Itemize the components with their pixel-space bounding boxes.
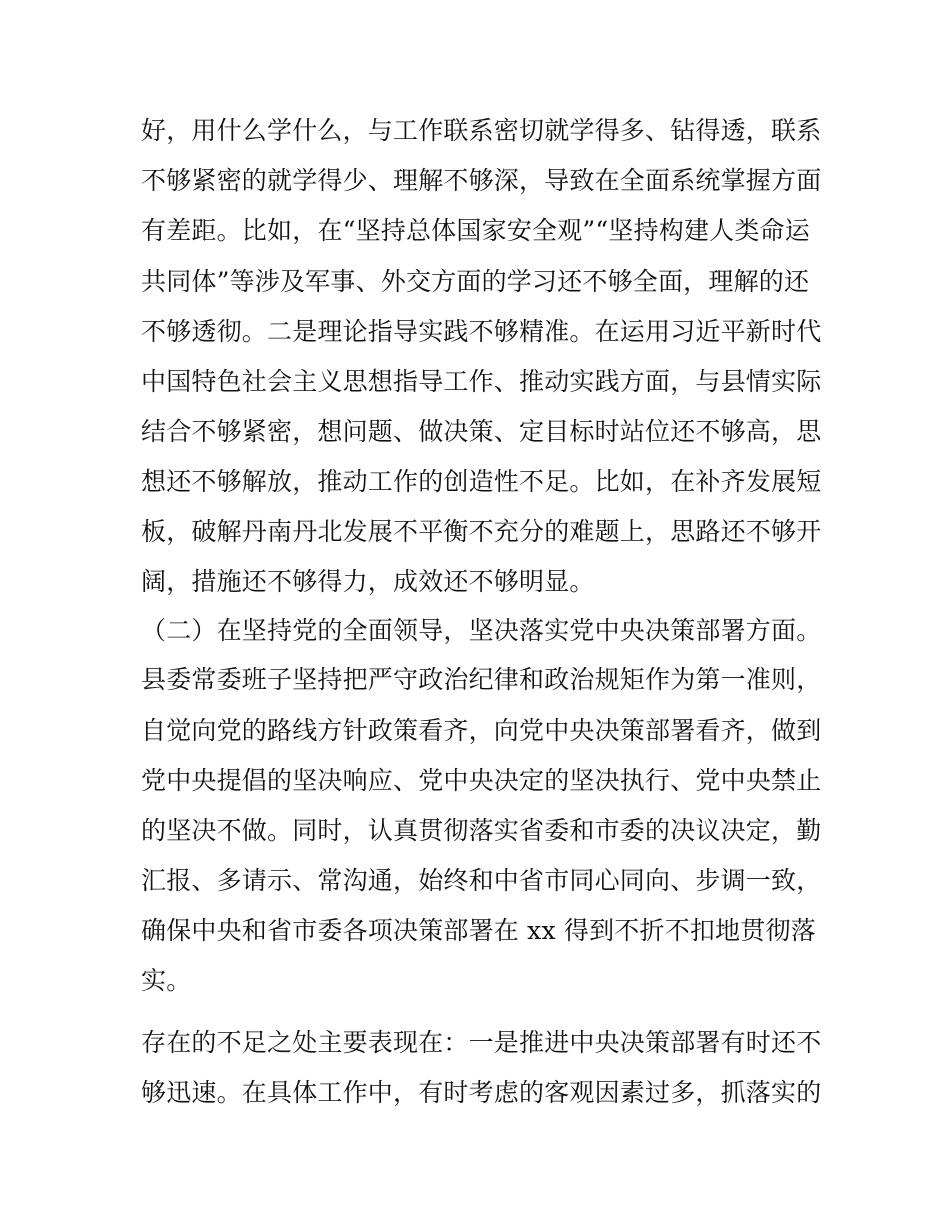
text-line: 不够透彻。二是理论指导实践不够精准。在运用习近平新时代: [141, 317, 822, 346]
text-line: 想还不够解放，推动工作的创造性不足。比如，在补齐发展短: [141, 467, 822, 496]
text-line: 自觉向党的路线方针政策看齐，向党中央决策部署看齐，做到: [141, 716, 822, 745]
text-line: 够迅速。在具体工作中，有时考虑的客观因素过多，抓落实的: [141, 1078, 822, 1107]
text-line: 党中央提倡的坚决响应、党中央决定的坚决执行、党中央禁止: [141, 766, 822, 795]
text-line: 存在的不足之处主要表现在：一是推进中央决策部署有时还不: [141, 1028, 822, 1057]
text-line: 确保中央和省市委各项决策部署在 xx 得到不折不扣地贯彻落: [141, 916, 816, 945]
text-line: 不够紧密的就学得少、理解不够深，导致在全面系统掌握方面: [141, 166, 822, 195]
text-line: 阔，措施还不够得力，成效还不够明显。: [141, 567, 595, 596]
text-line: 板，破解丹南丹北发展不平衡不充分的难题上，思路还不够开: [141, 517, 822, 546]
text-line: 共同体”等涉及军事、外交方面的学习还不够全面，理解的还: [141, 267, 810, 296]
text-line: 好，用什么学什么，与工作联系密切就学得多、钻得透，联系: [141, 116, 822, 145]
text-line: 结合不够紧密，想问题、做决策、定目标时站位还不够高，思: [141, 417, 822, 446]
text-line: 的坚决不做。同时，认真贯彻落实省委和市委的决议决定，勤: [141, 816, 822, 845]
text-line: 实。: [141, 966, 192, 995]
text-line: 汇报、多请示、常沟通，始终和中省市同心同向、步调一致，: [141, 866, 822, 895]
text-line: 县委常委班子坚持把严守政治纪律和政治规矩作为第一准则，: [141, 665, 822, 694]
text-line: 有差距。比如，在“坚持总体国家安全观”“坚持构建人类命运: [141, 216, 810, 245]
text-line: 中国特色社会主义思想指导工作、推动实践方面，与县情实际: [141, 367, 822, 396]
section-heading: （二）在坚持党的全面领导，坚决落实党中央决策部署方面。: [141, 616, 822, 645]
